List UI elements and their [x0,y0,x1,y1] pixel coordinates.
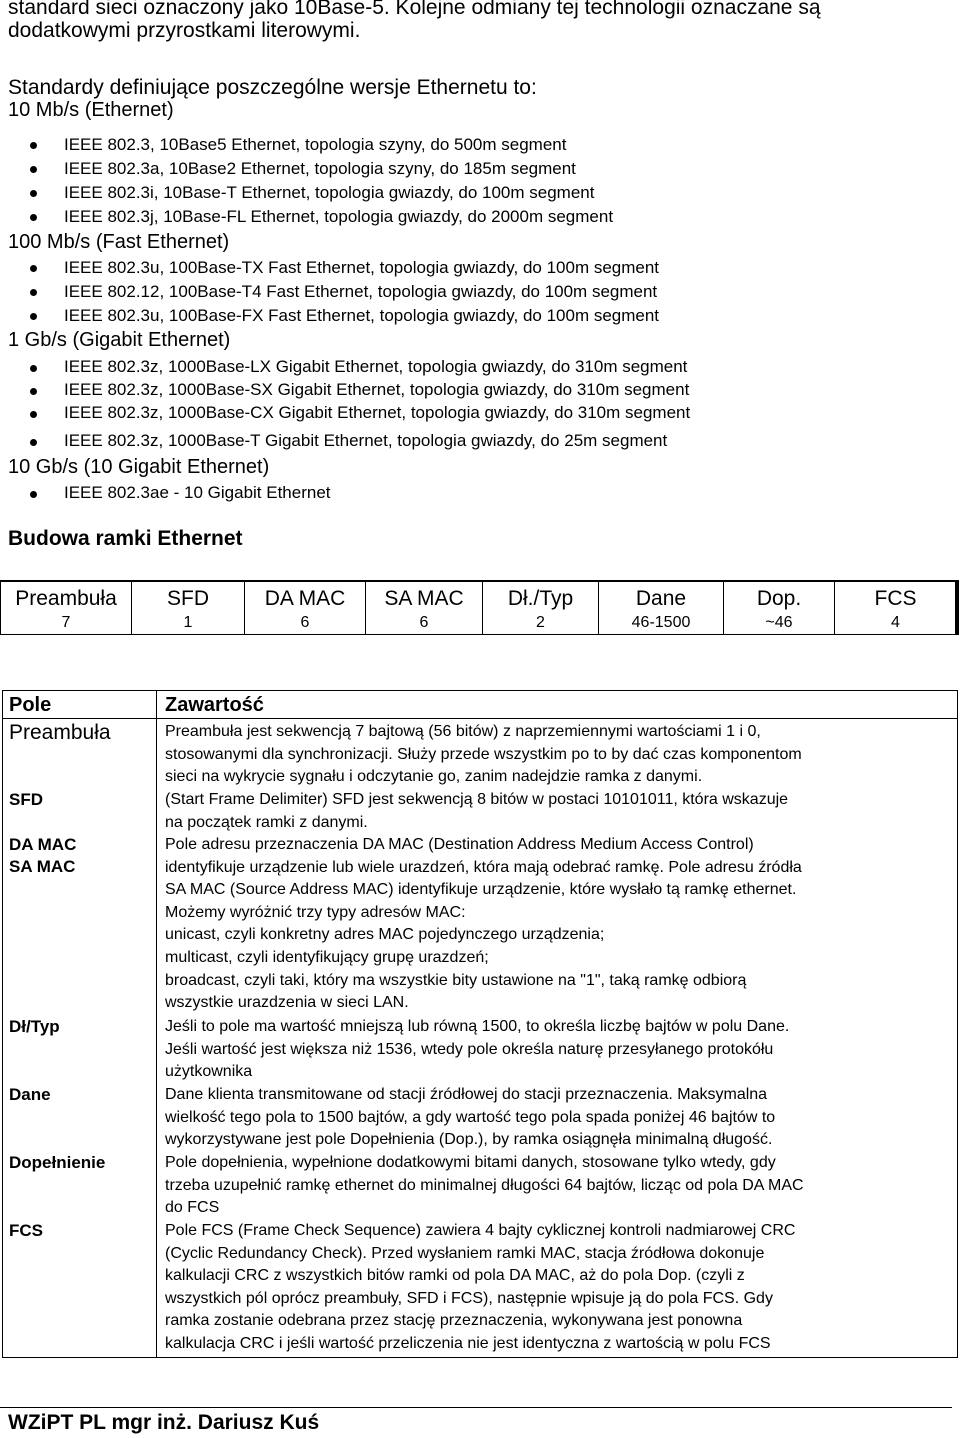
list-item: IEEE 802.3, 10Base5 Ethernet, topologia szyny, do 500m segment [64,135,567,154]
frame-field-size: 7 [61,614,71,631]
frame-field-name: SA MAC [384,587,464,610]
description-line: na początek ramki z danymi. [165,813,368,831]
list-item: IEEE 802.3u, 100Base-FX Fast Ethernet, topologia gwiazdy, do 100m segment [64,306,660,325]
bullet-icon [30,491,37,498]
table-column-divider [156,691,157,1357]
description-line: trzeba uzupełnić ramkę ethernet do minimalnej długości 64 bajtów, licząc od pola DA MAC [165,1176,804,1194]
list-item: IEEE 802.3z, 1000Base-SX Gigabit Ethernet, topologia gwiazdy, do 310m segment [64,380,690,399]
frame-border-right [955,580,959,635]
field-label: Preambuła [9,721,111,744]
frame-field-size: 4 [891,614,900,631]
description-line: Pole adresu przeznaczenia DA MAC (Destination Address Medium Access Control) [165,836,754,853]
page-footer: WZiPT PL mgr inż. Dariusz Kuś [8,1411,320,1434]
description-line: kalkulacji CRC z wszystkich bitów ramki od pola DA MAC, aż do pola Dop. (czyli z [165,1267,745,1285]
description-line: Preambuła jest sekwencją 7 bajtową (56 bitów) z naprzemiennymi wartościami 1 i 0, [165,723,761,740]
bullet-icon [30,313,37,320]
bullet-icon [30,289,37,296]
description-line: Możemy wyróżnić trzy typy adresów MAC: [165,903,466,921]
frame-field-padding [724,582,834,634]
field-label: FCS [9,1221,43,1240]
group-title: 100 Mb/s (Fast Ethernet) [8,231,230,253]
description-line: multicast, czyli identyfikujący grupę urazdzeń; [165,948,489,966]
bullet-icon [30,388,37,395]
field-description [165,1016,953,1084]
description-line: wielkość tego pola to 1500 bajtów, a gdy wartość tego pola spada poniżej 46 bajtów to [165,1108,776,1126]
group-title: 10 Gb/s (10 Gigabit Ethernet) [8,456,270,478]
description-line: wszystkie urazdzenia w sieci LAN. [165,994,409,1012]
frame-field-da-mac [245,582,365,634]
table-header-content: Zawartość [165,694,264,716]
frame-field-name: FCS [874,587,917,610]
description-line: Pole FCS (Frame Check Sequence) zawiera 4 bajty cyklicznej kontroli nadmiarowej CRC [165,1222,796,1239]
list-item: IEEE 802.3z, 1000Base-T Gigabit Ethernet, topologia gwiazdy, do 25m segment [64,431,668,450]
bullet-icon [30,166,37,173]
intro-paragraph [8,0,821,42]
fields-table [2,690,958,1358]
frame-field-fcs [835,582,956,634]
description-line: unicast, czyli konkretny adres MAC pojedynczego urządzenia; [165,926,605,944]
field-description [165,1084,953,1152]
frame-field-size: 6 [419,614,429,631]
description-line: Pole dopełnienia, wypełnione dodatkowymi bitami danych, stosowane tylko wtedy, gdy [165,1154,776,1171]
description-line: użytkownika [165,1063,253,1081]
frame-field-data [599,582,723,634]
description-line: do FCS [165,1199,220,1217]
frame-field-length-type [483,582,598,634]
bullet-icon [30,439,37,446]
field-description [165,789,953,834]
footer-divider [0,1407,952,1408]
group-title: 1 Gb/s (Gigabit Ethernet) [8,329,231,351]
description-line: identyfikuje urządzenie lub wiele urazdzeń, która mają odebrać ramkę. Pole adresu źródła [165,858,802,876]
frame-diagram [0,580,956,635]
field-label [9,834,76,878]
frame-field-size: 46-1500 [631,614,691,631]
frame-field-name: Dane [635,587,687,610]
group-title: 10 Mb/s (Ethernet) [8,99,174,121]
field-description [165,721,953,789]
field-label: Dł/Typ [9,1017,60,1036]
field-description [165,834,953,1015]
list-item: IEEE 802.3z, 1000Base-LX Gigabit Ethernet, topologia gwiazdy, do 310m segment [64,357,688,376]
list-item: IEEE 802.3i, 10Base-T Ethernet, topologia gwiazdy, do 100m segment [64,183,595,202]
frame-field-name: DA MAC [264,587,346,610]
frame-field-size: 2 [536,614,545,631]
description-line: (Start Frame Delimiter) SFD jest sekwencją 8 bitów w postaci 10101011, która wskazuje [165,791,789,808]
frame-field-name: Preambuła [15,587,117,610]
intro-line: standard sieci oznaczony jako 10Base-5. Kolejne odmiany tej technologii oznaczane są [8,0,821,19]
section-title: Budowa ramki Ethernet [8,527,243,550]
list-item: IEEE 802.3a, 10Base2 Ethernet, topologia szyny, do 185m segment [64,159,576,178]
list-item: IEEE 802.12, 100Base-T4 Fast Ethernet, topologia gwiazdy, do 100m segment [64,282,658,301]
list-item: IEEE 802.3j, 10Base-FL Ethernet, topologia gwiazdy, do 2000m segment [64,207,614,226]
bullet-icon [30,190,37,197]
field-description [165,1152,953,1220]
frame-field-preamble [1,582,131,634]
description-line: kalkulacja CRC i jeśli wartość przeliczenia nie jest identyczna z wartością w polu FCS [165,1334,771,1352]
frame-field-size: ~46 [765,614,793,631]
description-line: sieci na wykrycie sygnału i odczytanie go, zanim nadejdzie ramka z danymi. [165,768,703,786]
frame-field-sfd [132,582,244,634]
list-item: IEEE 802.3u, 100Base-TX Fast Ethernet, topologia gwiazdy, do 100m segment [64,258,660,277]
frame-field-size: 6 [300,614,310,631]
bullet-icon [30,142,37,149]
intro-line: dodatkowymi przyrostkami literowymi. [8,19,361,42]
bullet-icon [30,365,37,372]
field-label: SFD [9,790,43,809]
bullet-icon [30,265,37,272]
description-line: broadcast, czyli taki, który ma wszystkie bity ustawione na "1", taką ramkę odbiorą [165,971,747,989]
frame-field-name: SFD [167,587,209,610]
field-description [165,1220,953,1356]
table-header-divider [3,718,957,719]
description-line: ramka zostanie odebrana przez stację przeznaczenia, wykonywana jest ponowna [165,1312,743,1330]
description-line: Jeśli to pole ma wartość mniejszą lub równą 1500, to określa liczbę bajtów w polu Dane. [165,1018,790,1035]
field-label-sa-mac: SA MAC [9,857,76,876]
field-label-da-mac: DA MAC [9,835,77,854]
frame-field-name: Dop. [756,587,802,610]
table-header-field: Pole [9,694,52,716]
description-line: SA MAC (Source Address MAC) identyfikuje urządzenie, które wysłało tą ramkę ethernet. [165,881,797,899]
frame-field-sa-mac [366,582,482,634]
bullet-icon [30,411,37,418]
description-line: stosowanymi dla synchronizacji. Służy przede wszystkim po to by dać czas komponentom [165,745,802,763]
description-line: Dane klienta transmitowane od stacji źródłowej do stacji przeznaczenia. Maksymalna [165,1086,768,1103]
list-item: IEEE 802.3z, 1000Base-CX Gigabit Ethernet, topologia gwiazdy, do 310m segment [64,403,691,422]
frame-field-size: 1 [183,614,193,631]
standards-heading: Standardy definiujące poszczególne wersje Ethernetu to: [8,76,537,99]
list-item: IEEE 802.3ae - 10 Gigabit Ethernet [64,483,331,502]
description-line: (Cyclic Redundancy Check). Przed wysłaniem ramki MAC, stacja źródłowa dokonuje [165,1244,765,1262]
frame-field-name: Dł./Typ [507,587,574,610]
description-line: Jeśli wartość jest większa niż 1536, wtedy pole określa naturę przesyłanego protokółu [165,1040,774,1058]
description-line: wykorzystywane jest pole Dopełnienia (Dop.), by ramka osiągnęła minimalną długość. [165,1131,773,1149]
bullet-icon [30,214,37,221]
field-label: Dane [9,1085,51,1104]
field-label: Dopełnienie [9,1153,106,1172]
description-line: wszystkich pól oprócz preambuły, SFD i FCS), następnie wpisuje ją do pola FCS. Gdy [165,1289,773,1307]
